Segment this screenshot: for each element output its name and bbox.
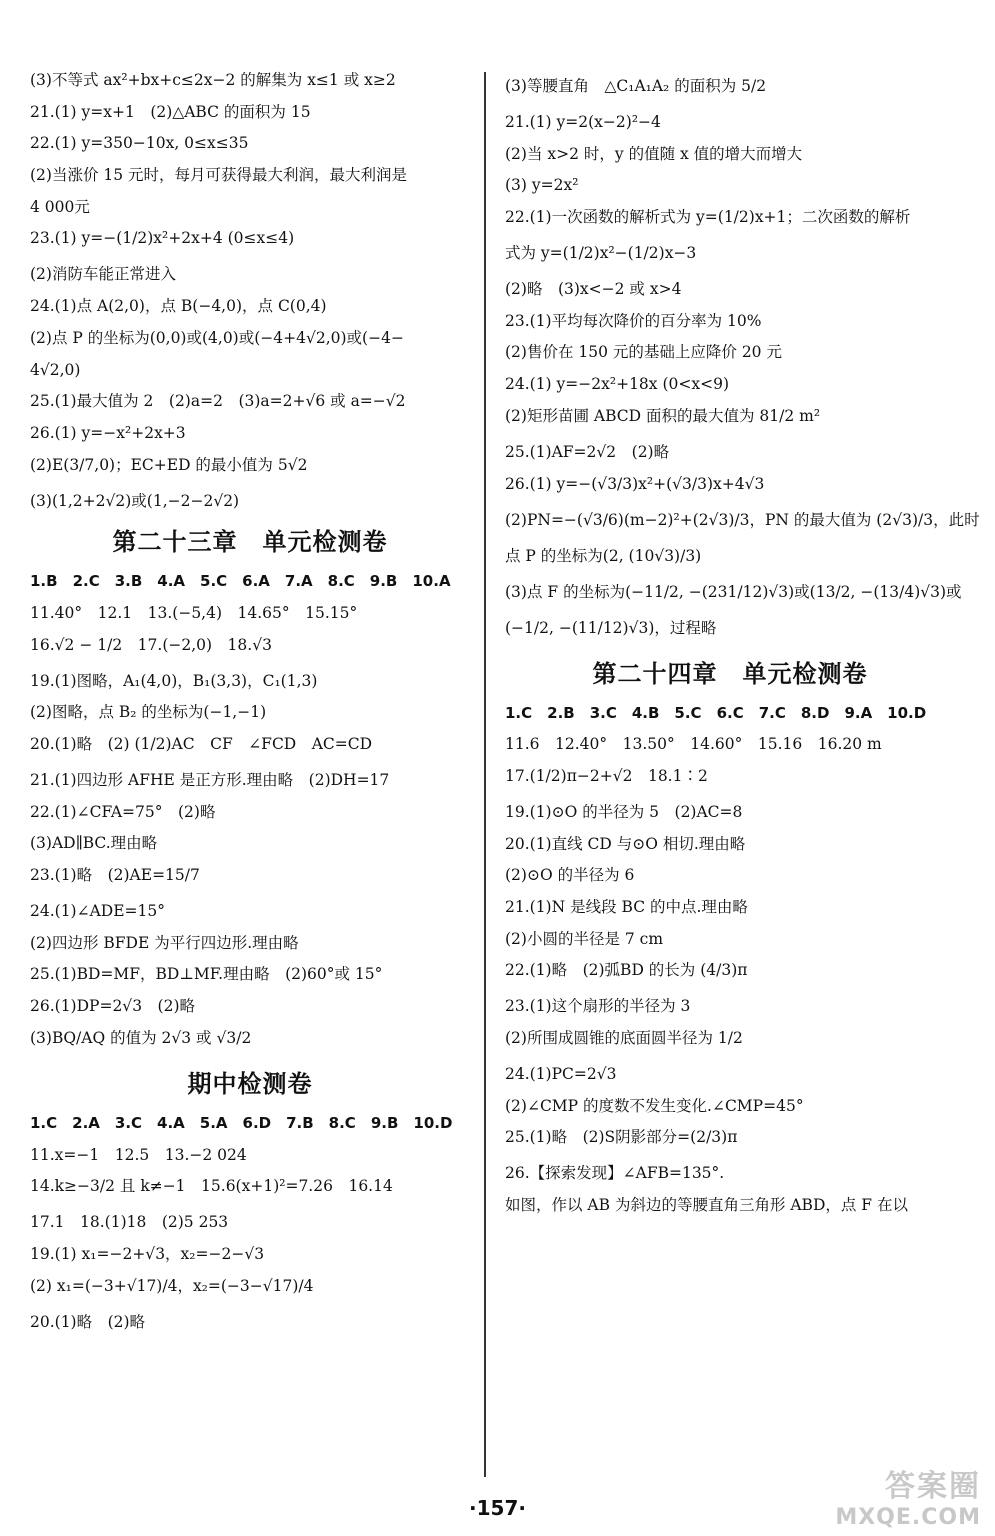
answer-line: 24.(1) y=−2x²+18x (0<x<9) (505, 375, 729, 394)
answer-line: 16.√2 − 1/2 17.(−2,0) 18.√3 (30, 635, 272, 654)
answer-line: (3) y=2x² (505, 176, 579, 195)
answer-line: 14.k≥−3/2 且 k≠−1 15.6(x+1)²=7.26 16.14 (30, 1177, 393, 1196)
answer-line: (3)点 F 的坐标为(−11/2, −(231/12)√3)或(13/2, −(13/4)√3)或 (505, 582, 962, 601)
answer-line: 26.【探索发现】∠AFB=135°. (505, 1164, 725, 1183)
chapter23-answer-list (30, 571, 470, 1048)
answer-line: 21.(1)四边形 AFHE 是正方形.理由略 (2)DH=17 (30, 771, 390, 789)
answer-line: 4 000元 (30, 197, 90, 216)
watermark-url: MXQE.COM (835, 1505, 981, 1530)
answer-line: (2)点 P 的坐标为(0,0)或(4,0)或(−4+4√2,0)或(−4− (30, 328, 404, 347)
answer-line: 4√2,0) (30, 360, 81, 379)
watermark (835, 1461, 981, 1530)
answer-line: 17.(1/2)π−2+√2 18.1∶2 (505, 766, 708, 785)
answer-line: 17.1 18.(1)18 (2)5 253 (30, 1213, 229, 1232)
answer-line: (3)(1,2+2√2)或(1,−2−2√2) (30, 491, 240, 510)
answer-line: 26.(1) y=−x²+2x+3 (30, 423, 186, 442)
answer-line: 25.(1)略 (2)S阴影部分=(2/3)π (505, 1128, 738, 1147)
answer-line: (3)BQ/AQ 的值为 2√3 或 √3/2 (30, 1028, 252, 1047)
chapter23-title: 第二十三章 单元检测卷 (112, 528, 388, 557)
answer-line: 23.(1)平均每次降价的百分率为 10% (505, 311, 762, 330)
answer-line: 19.(1)⊙O 的半径为 5 (2)AC=8 (505, 802, 743, 821)
column-divider (484, 72, 486, 1477)
answer-line: 25.(1)AF=2√2 (2)略 (505, 442, 670, 461)
answer-line: 20.(1)略 (2)略 (30, 1312, 146, 1331)
answer-line: 如图，作以 AB 为斜边的等腰直角三角形 ABD，点 F 在以 (505, 1196, 908, 1215)
answer-line: 22.(1)略 (2)弧BD 的长为 (4/3)π (505, 961, 748, 980)
answer-line: (−1/2, −(11/12)√3)，过程略 (505, 618, 717, 637)
answer-line: 1.C 2.A 3.C 4.A 5.A 6.D 7.B 8.C 9.B 10.D (30, 1113, 453, 1132)
answer-line: 21.(1) y=2(x−2)²−4 (505, 113, 661, 131)
answer-line: 22.(1)一次函数的解析式为 y=(1/2)x+1；二次函数的解析 (505, 208, 911, 227)
answer-line: (2)图略，点 B₂ 的坐标为(−1,−1) (30, 703, 267, 722)
answer-line: 26.(1) y=−(√3/3)x²+(√3/3)x+4√3 (505, 474, 765, 493)
answer-line: (2)⊙O 的半径为 6 (505, 866, 635, 885)
answer-line: 11.6 12.40° 13.50° 14.60° 15.16 16.20 m (505, 735, 882, 754)
watermark-logo-text: 答案圈 (885, 1469, 981, 1504)
right-column (505, 70, 980, 1227)
chapter24-answer-list (505, 703, 955, 1216)
answer-line: (2)四边形 BFDE 为平行四边形.理由略 (30, 933, 299, 952)
answer-line: 11.40° 12.1 13.(−5,4) 14.65° 15.15° (30, 603, 358, 622)
answer-line: 25.(1)最大值为 2 (2)a=2 (3)a=2+√6 或 a=−√2 (30, 392, 406, 411)
answer-line: (2)消防车能正常进入 (30, 265, 176, 284)
answer-line: 26.(1)DP=2√3 (2)略 (30, 997, 196, 1016)
answer-line: 24.(1)PC=2√3 (505, 1065, 617, 1083)
midterm-title: 期中检测卷 (187, 1069, 313, 1098)
answer-line: (3)AD∥BC.理由略 (30, 834, 158, 853)
answer-line: 21.(1)N 是线段 BC 的中点.理由略 (505, 897, 748, 916)
midterm-answer-list (30, 1113, 470, 1332)
answer-line: 11.x=−1 12.5 13.−2 024 (30, 1145, 247, 1164)
answer-line: (2)售价在 150 元的基础上应降价 20 元 (505, 343, 782, 362)
answer-line: 20.(1)略 (2) (1/2)AC CF ∠FCD AC=CD (30, 735, 373, 753)
answer-line: 21.(1) y=x+1 (2)△ABC 的面积为 15 (30, 102, 311, 121)
answer-line: (3)等腰直角 △C₁A₁A₂ 的面积为 5/2 (505, 77, 767, 95)
answer-line: 19.(1) x₁=−2+√3，x₂=−2−√3 (30, 1244, 265, 1263)
right-answer-list (505, 76, 980, 638)
answer-line: 点 P 的坐标为(2, (10√3)/3) (505, 546, 702, 565)
answer-line: 1.C 2.B 3.C 4.B 5.C 6.C 7.C 8.D 9.A 10.D (505, 703, 927, 722)
answer-line: (2)E(3/7,0)；EC+ED 的最小值为 5√2 (30, 455, 308, 474)
answer-line: 22.(1) y=350−10x, 0≤x≤35 (30, 134, 249, 153)
answer-line: (2)PN=−(√3/6)(m−2)²+(2√3)/3，PN 的最大值为 (2√3)/3，此时 (505, 510, 980, 529)
answer-line: 23.(1) y=−(1/2)x²+2x+4 (0≤x≤4) (30, 229, 295, 248)
answer-line: 式为 y=(1/2)x²−(1/2)x−3 (505, 244, 697, 263)
answer-line: (2) x₁=(−3+√17)/4，x₂=(−3−√17)/4 (30, 1276, 314, 1295)
answer-line: (2)∠CMP 的度数不发生变化.∠CMP=45° (505, 1096, 804, 1115)
answer-line: (2)当 x>2 时，y 的值随 x 值的增大而增大 (505, 144, 803, 163)
chapter24-title: 第二十四章 单元检测卷 (592, 659, 868, 688)
page-number: ·157· (469, 1496, 526, 1520)
left-column (30, 70, 470, 1343)
answer-line: 22.(1)∠CFA=75° (2)略 (30, 802, 216, 821)
answer-line: 23.(1)这个扇形的半径为 3 (505, 997, 691, 1016)
answer-line: 20.(1)直线 CD 与⊙O 相切.理由略 (505, 834, 746, 853)
answer-line: 19.(1)图略，A₁(4,0)，B₁(3,3)，C₁(1,3) (30, 671, 318, 690)
answer-line: (2)所围成圆锥的底面圆半径为 1/2 (505, 1029, 743, 1047)
answer-line: (2)小圆的半径是 7 cm (505, 929, 664, 948)
answer-line: (3)不等式 ax²+bx+c≤2x−2 的解集为 x≤1 或 x≥2 (30, 71, 396, 89)
answer-line: 1.B 2.C 3.B 4.A 5.C 6.A 7.A 8.C 9.B 10.A (30, 572, 451, 591)
answer-line: 23.(1)略 (2)AE=15/7 (30, 866, 200, 885)
answer-line: (2)矩形苗圃 ABCD 面积的最大值为 81/2 m² (505, 406, 821, 425)
answer-line: 25.(1)BD=MF，BD⊥MF.理由略 (2)60°或 15° (30, 965, 383, 984)
left-answer-list (30, 70, 470, 511)
answer-line: 24.(1)∠ADE=15° (30, 902, 165, 921)
answer-line: (2)当涨价 15 元时，每月可获得最大利润，最大利润是 (30, 166, 408, 185)
answer-line: 24.(1)点 A(2,0)，点 B(−4,0)，点 C(0,4) (30, 297, 327, 316)
answer-line: (2)略 (3)x<−2 或 x>4 (505, 280, 682, 299)
